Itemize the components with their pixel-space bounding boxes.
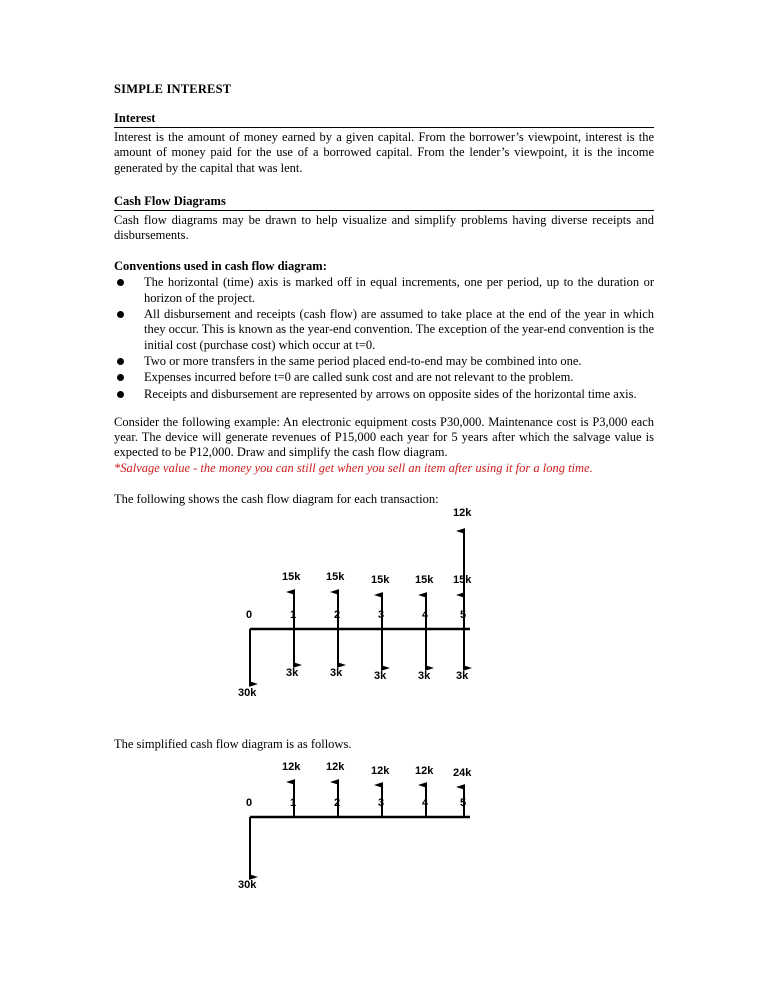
- bullet-dot-icon: [117, 374, 124, 381]
- period-number: 4: [422, 796, 429, 809]
- initial-cost-label: 30k: [238, 878, 257, 891]
- period-number: 2: [334, 609, 341, 622]
- conventions-heading: Conventions used in cash flow diagram:: [114, 259, 327, 274]
- bullet-dot-icon: [117, 391, 124, 398]
- inflow-label: 12k: [326, 760, 345, 773]
- period-number: 1: [290, 609, 297, 622]
- conventions-list: [114, 275, 654, 401]
- list-item: [114, 387, 654, 402]
- salvage-value-note: *Salvage value - the money you can still get when you sell an item after using it for a long time.: [114, 460, 593, 475]
- inflow-label: 15k: [282, 571, 301, 584]
- period-number: 5: [460, 609, 467, 622]
- list-item-text: Receipts and disbursement are represented by arrows on opposite sides of the horizontal time axis.: [144, 386, 637, 401]
- period-number: 0: [246, 796, 253, 809]
- outflow-label: 3k: [286, 667, 299, 680]
- salvage-label: 12k: [453, 507, 472, 520]
- period-number: 3: [378, 796, 385, 809]
- inflow-label: 24k: [453, 766, 472, 779]
- page-title: SIMPLE INTEREST: [114, 82, 232, 96]
- outflow-label: 3k: [418, 670, 431, 683]
- initial-cost-label: 30k: [238, 687, 257, 700]
- caption-simplified-diagram: The simplified cash flow diagram is as follows.: [114, 737, 352, 752]
- inflow-label: 15k: [326, 571, 345, 584]
- list-item-text: The horizontal (time) axis is marked off in equal increments, one per period, up to the duration or horizon of the project.: [144, 275, 654, 305]
- period-number: 5: [460, 796, 467, 809]
- period-number: 1: [290, 796, 297, 809]
- bullet-dot-icon: [117, 358, 124, 365]
- list-item-text: Expenses incurred before t=0 are called sunk cost and are not relevant to the problem.: [144, 370, 574, 385]
- simplified-cash-flow-diagram: [114, 760, 654, 925]
- inflow-label: 15k: [415, 574, 434, 587]
- inflow-label: 12k: [282, 760, 301, 773]
- section-heading-cash-flow-diagrams: Cash Flow Diagrams: [114, 194, 654, 211]
- list-item-text: All disbursement and receipts (cash flow) are assumed to take place at the end of the year in which they occur. This is known as the year-end convention. The exception of the year-end convention is the initial cost (purchase cost) which occur at t=0.: [144, 307, 654, 352]
- simplified-diagram-svg: [224, 765, 644, 925]
- bullet-dot-icon: [117, 311, 124, 318]
- list-item: [114, 275, 654, 306]
- inflow-label: 15k: [371, 574, 390, 587]
- section-heading-interest: Interest: [114, 111, 654, 128]
- inflow-label: 12k: [371, 764, 390, 777]
- period-number: 2: [334, 796, 341, 809]
- caption-detailed-diagram: The following shows the cash flow diagram for each transaction:: [114, 492, 439, 507]
- inflow-label: 15k: [453, 574, 472, 587]
- outflow-label: 3k: [456, 670, 469, 683]
- example-paragraph: Consider the following example: An electronic equipment costs P30,000. Maintenance cost is P3,000 each year. The device will generate revenues of P15,000 each year for 5 years after which the salvage value is expected to be P12,000. Draw and simplify the cash flow diagram.: [114, 414, 654, 460]
- document-content: [114, 82, 654, 925]
- period-number: 4: [422, 609, 429, 622]
- list-item: [114, 354, 654, 369]
- list-item: [114, 370, 654, 385]
- outflow-label: 3k: [330, 667, 343, 680]
- period-number: 0: [246, 609, 253, 622]
- section-body-interest: Interest is the amount of money earned by a given capital. From the borrower’s viewpoint, interest is the amount of money paid for the use of a borrowed capital. From the lender’s viewpoint, it is the income generated by the capital that was lent.: [114, 130, 654, 175]
- list-item-text: Two or more transfers in the same period placed end-to-end may be combined into one.: [144, 353, 582, 368]
- list-item: [114, 307, 654, 353]
- bullet-dot-icon: [117, 279, 124, 286]
- inflow-label: 12k: [415, 764, 434, 777]
- period-number: 3: [378, 609, 385, 622]
- detailed-diagram-svg: [224, 519, 644, 729]
- detailed-cash-flow-diagram: [114, 507, 654, 729]
- outflow-label: 3k: [374, 670, 387, 683]
- section-body-cash-flow-diagrams: Cash flow diagrams may be drawn to help visualize and simplify problems having diverse receipts and disbursements.: [114, 212, 654, 243]
